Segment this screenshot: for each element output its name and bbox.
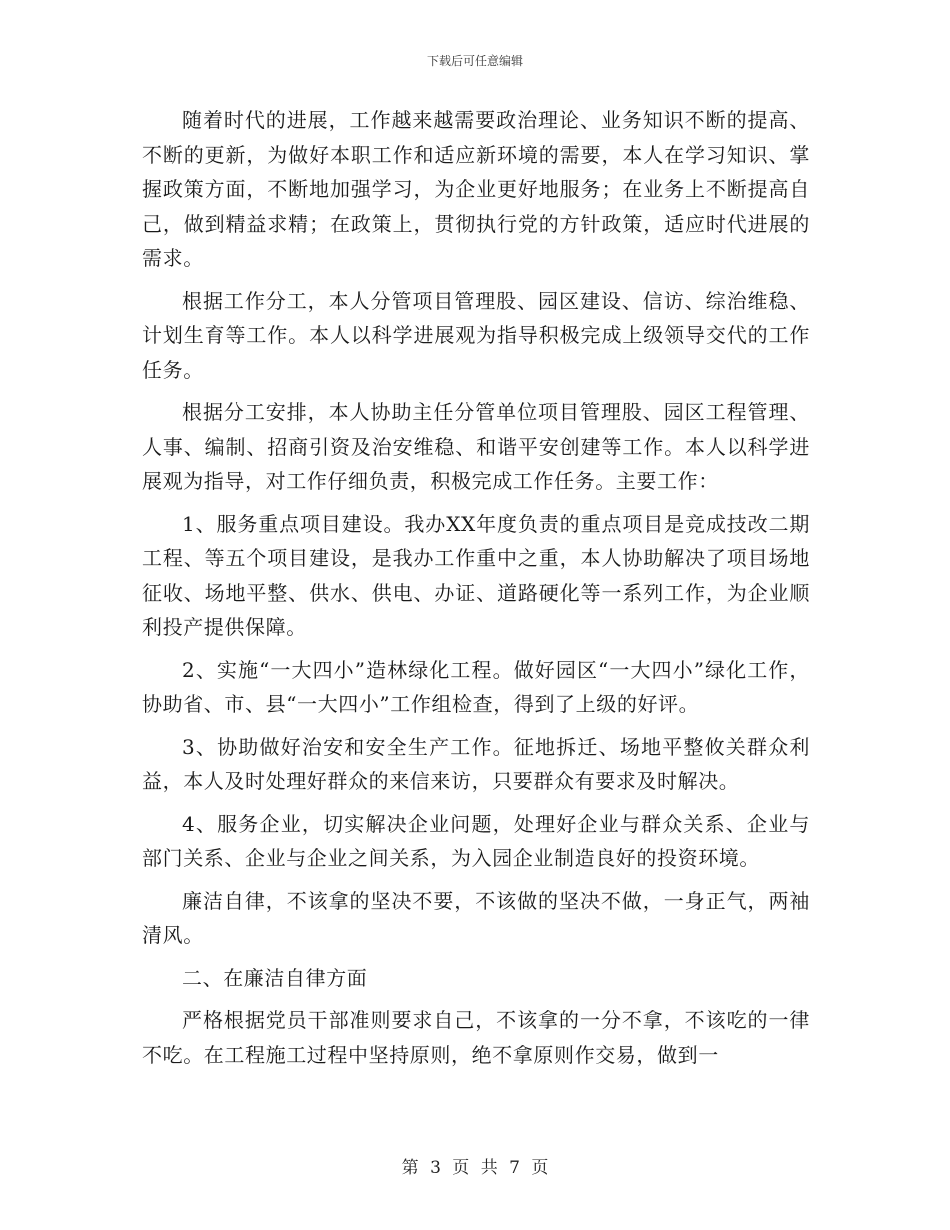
page-number: 第 3 页 共 7 页 <box>401 1158 549 1178</box>
paragraph: 严格根据党员干部准则要求自己，不该拿的一分不拿，不该吃的一律不吃。在工程施工过程中坚持原则，绝不拿原则作交易，做到一 <box>142 1008 810 1067</box>
paragraph: 2、实施“一大四小”造林绿化工程。做好园区“一大四小”绿化工作，协助省、市、县“一大四小”工作组检查，得到了上级的好评。 <box>142 657 810 716</box>
section-heading: 二、在廉洁自律方面 <box>182 965 368 990</box>
paragraph: 根据工作分工，本人分管项目管理股、园区建设、信访、综治维稳、计划生育等工作。本人以科学进展观为指导积极完成上级领导交代的工作任务。 <box>142 288 810 382</box>
paragraph: 4、服务企业，切实解决企业问题，处理好企业与群众关系、企业与部门关系、企业与企业之间关系，为入园企业制造良好的投资环境。 <box>142 811 810 870</box>
page-header: 下载后可任意编辑 <box>426 54 523 68</box>
paragraph: 随着时代的进展，工作越来越需要政治理论、业务知识不断的提高、不断的更新，为做好本职工作和适应新环境的需要，本人在学习知识、掌握政策方面，不断地加强学习，为企业更好地服务；在业务上不断提高自己，做到精益求精；在政策上，贯彻执行党的方针政策，适应时代进展的需求。 <box>142 108 810 270</box>
paragraph: 1、服务重点项目建设。我办XX年度负责的重点项目是竞成技改二期工程、等五个项目建设，是我办工作重中之重，本人协助解决了项目场地征收、场地平整、供水、供电、办证、道路硬化等一系列工作，为企业顺利投产提供保障。 <box>142 511 810 639</box>
document-body <box>142 103 810 1080</box>
paragraph: 3、协助做好治安和安全生产工作。征地拆迁、场地平整攸关群众利益，本人及时处理好群众的来信来访，只要群众有要求及时解决。 <box>142 734 810 793</box>
paragraph: 廉洁自律，不该拿的坚决不要，不该做的坚决不做，一身正气，两袖清风。 <box>142 888 810 947</box>
paragraph: 根据分工安排，本人协助主任分管单位项目管理股、园区工程管理、人事、编制、招商引资及治安维稳、和谐平安创建等工作。本人以科学进展观为指导，对工作仔细负责，积极完成工作任务。主要工作： <box>142 400 810 493</box>
